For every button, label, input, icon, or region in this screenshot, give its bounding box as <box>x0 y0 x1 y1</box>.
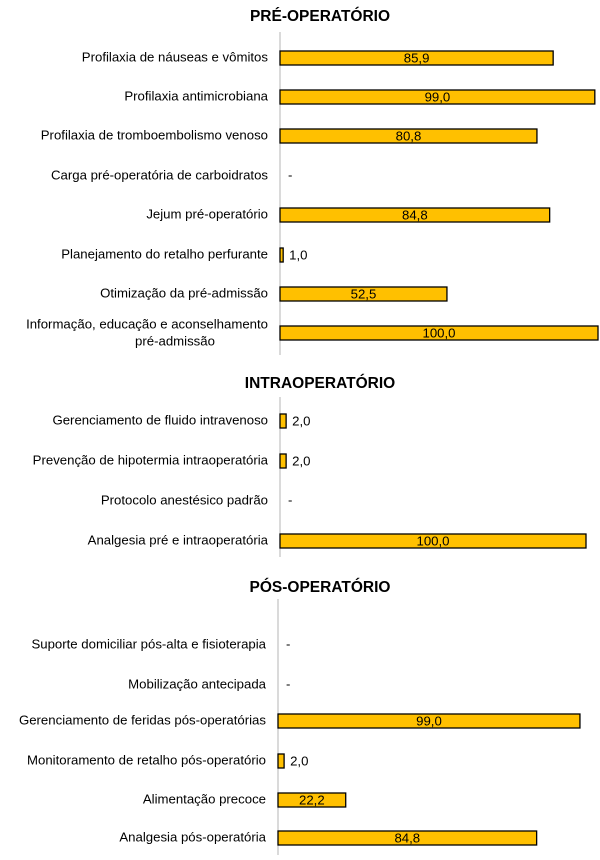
bar-value-label: 84,8 <box>401 207 428 223</box>
row-label: Mobilização antecipada <box>128 676 266 692</box>
row-label: Monitoramento de retalho pós-operatório <box>27 752 266 768</box>
section-title: PÓS-OPERATÓRIO <box>249 579 391 597</box>
row-label: Analgesia pré e intraoperatória <box>87 532 268 548</box>
section-title: INTRAOPERATÓRIO <box>244 375 396 393</box>
bar-value-label: 100,0 <box>416 533 450 549</box>
row-label: Jejum pré-operatório <box>146 206 268 222</box>
row-label: Otimização da pré-admissão <box>100 285 268 301</box>
bar-value-label: 22,2 <box>299 792 325 808</box>
bar-value-label: 99,0 <box>424 89 451 105</box>
bar-value-label: 84,8 <box>394 830 421 846</box>
missing-value-marker: - <box>288 492 293 508</box>
row-label: Carga pré-operatória de carboidratos <box>51 167 268 183</box>
row-label: Gerenciamento de fluido intravenoso <box>52 412 268 428</box>
bar-value-label: 99,0 <box>416 713 442 729</box>
bar <box>280 454 286 468</box>
row-label-line2: pré-admissão <box>135 333 215 349</box>
bar-value-label: 2,0 <box>290 753 309 769</box>
bar-value-label: 85,9 <box>403 50 430 66</box>
bar <box>280 248 283 262</box>
bar-value-label: 100,0 <box>422 325 456 341</box>
bar <box>278 754 284 768</box>
bar-value-label: 1,0 <box>289 247 308 263</box>
row-label: Alimentação precoce <box>142 791 266 807</box>
bar-value-label: 80,8 <box>395 128 422 144</box>
row-label-line1: Informação, educação e aconselhamento <box>26 316 268 332</box>
row-label: Planejamento do retalho perfurante <box>61 246 268 262</box>
section-title: PRÉ-OPERATÓRIO <box>249 8 391 26</box>
bar <box>280 414 286 428</box>
bar-value-label: 2,0 <box>292 453 311 469</box>
row-label: Profilaxia de náuseas e vômitos <box>81 49 268 65</box>
missing-value-marker: - <box>286 636 291 652</box>
row-label: Protocolo anestésico padrão <box>100 492 268 508</box>
row-label: Profilaxia antimicrobiana <box>124 88 268 104</box>
row-label: Suporte domiciliar pós-alta e fisioterapia <box>31 636 266 652</box>
row-label: Profilaxia de tromboembolismo venoso <box>40 127 268 143</box>
row-label: Gerenciamento de feridas pós-operatórias <box>18 712 266 728</box>
bar-value-label: 52,5 <box>350 286 377 302</box>
row-label: Analgesia pós-operatória <box>119 829 266 845</box>
missing-value-marker: - <box>286 676 291 692</box>
missing-value-marker: - <box>288 167 293 183</box>
bar-value-label: 2,0 <box>292 413 311 429</box>
row-label: Prevenção de hipotermia intraoperatória <box>32 452 268 468</box>
